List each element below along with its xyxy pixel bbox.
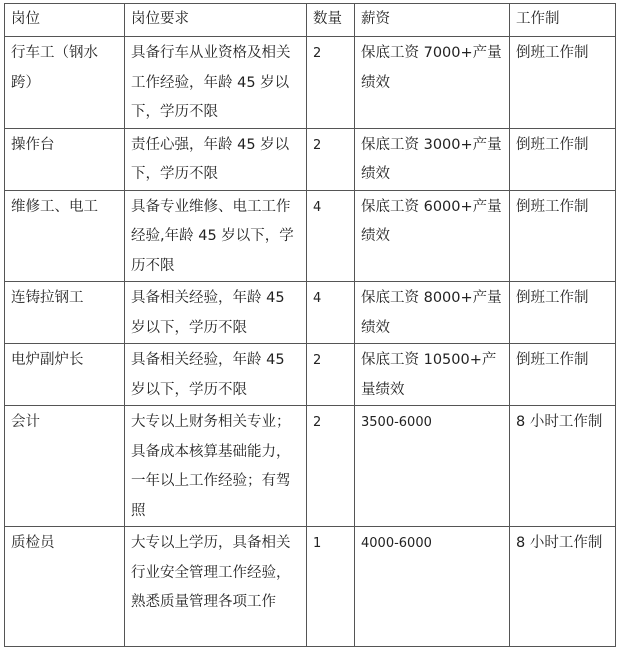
cell-quantity: 2 <box>307 344 355 406</box>
cell-salary: 保底工资 6000+产量绩效 <box>355 190 510 282</box>
cell-salary: 保底工资 10500+产量绩效 <box>355 344 510 406</box>
cell-requirements: 具备相关经验，年龄 45 岁以下，学历不限 <box>125 344 307 406</box>
cell-requirements: 责任心强，年龄 45 岁以下，学历不限 <box>125 128 307 190</box>
cell-schedule: 8 小时工作制 <box>510 406 616 527</box>
table-row <box>5 344 616 406</box>
cell-schedule: 倒班工作制 <box>510 190 616 282</box>
cell-salary: 3500-6000 <box>355 406 510 527</box>
header-position: 岗位 <box>5 4 125 37</box>
cell-requirements: 大专以上财务相关专业；具备成本核算基础能力，一年以上工作经验；有驾照 <box>125 406 307 527</box>
cell-quantity: 2 <box>307 128 355 190</box>
cell-quantity: 4 <box>307 282 355 344</box>
table-row <box>5 190 616 282</box>
cell-requirements: 大专以上学历，具备相关行业安全管理工作经验，熟悉质量管理各项工作 <box>125 527 307 647</box>
cell-requirements: 具备行车从业资格及相关工作经验，年龄 45 岁以下，学历不限 <box>125 37 307 129</box>
cell-salary: 保底工资 7000+产量绩效 <box>355 37 510 129</box>
header-quantity: 数量 <box>307 4 355 37</box>
cell-quantity: 1 <box>307 527 355 647</box>
cell-quantity: 2 <box>307 37 355 129</box>
cell-schedule: 倒班工作制 <box>510 128 616 190</box>
header-salary: 薪资 <box>355 4 510 37</box>
cell-schedule: 倒班工作制 <box>510 282 616 344</box>
cell-schedule: 倒班工作制 <box>510 37 616 129</box>
cell-quantity: 2 <box>307 406 355 527</box>
table-row <box>5 406 616 527</box>
cell-salary: 4000-6000 <box>355 527 510 647</box>
header-requirements: 岗位要求 <box>125 4 307 37</box>
job-table <box>4 3 616 647</box>
cell-schedule: 8 小时工作制 <box>510 527 616 647</box>
cell-schedule: 倒班工作制 <box>510 344 616 406</box>
cell-position: 行车工（钢水跨） <box>5 37 125 129</box>
table-row <box>5 37 616 129</box>
cell-position: 质检员 <box>5 527 125 647</box>
cell-quantity: 4 <box>307 190 355 282</box>
cell-requirements: 具备相关经验，年龄 45 岁以下，学历不限 <box>125 282 307 344</box>
cell-salary: 保底工资 3000+产量绩效 <box>355 128 510 190</box>
header-row <box>5 4 616 37</box>
cell-position: 操作台 <box>5 128 125 190</box>
cell-position: 维修工、电工 <box>5 190 125 282</box>
cell-position: 电炉副炉长 <box>5 344 125 406</box>
cell-position: 连铸拉钢工 <box>5 282 125 344</box>
table-row <box>5 128 616 190</box>
table-row <box>5 282 616 344</box>
table-row <box>5 527 616 647</box>
cell-position: 会计 <box>5 406 125 527</box>
cell-requirements: 具备专业维修、电工工作经验,年龄 45 岁以下，学历不限 <box>125 190 307 282</box>
cell-salary: 保底工资 8000+产量绩效 <box>355 282 510 344</box>
header-schedule: 工作制 <box>510 4 616 37</box>
